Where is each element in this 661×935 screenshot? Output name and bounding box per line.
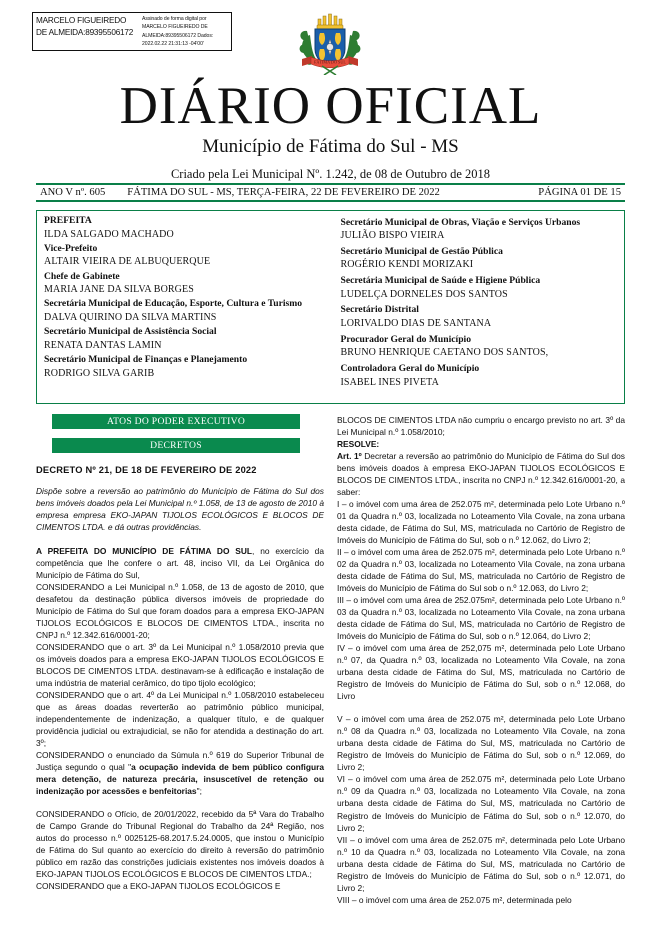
official-role: Chefe de Gabinete bbox=[44, 270, 120, 282]
svg-text:FÁTIMA DO SUL: FÁTIMA DO SUL bbox=[314, 59, 346, 65]
official-role: Secretária Municipal de Saúde e Higiene Pública bbox=[340, 275, 541, 287]
considerando-4-quote: a ocupação indevida de bem público configura mera detenção, de natureza precária, insuscetível de retenção ou indenização por acessões e benfeitorias bbox=[36, 761, 324, 796]
official-role: Secretário Municipal de Assistência Social bbox=[44, 326, 217, 338]
official-role: Procurador Geral do Município bbox=[340, 333, 471, 345]
official-name: BRUNO HENRIQUE CAETANO DOS SANTOS, bbox=[340, 347, 549, 359]
article-1-text: Decretar a reversão ao patrimônio do Município de Fátima do Sul dos bens imóveis doados à empresa EKO-JAPAN TIJOLOS ECOLÓGICOS E BLOCOS DE CIMENTOS LTDA., inscrita no CNPJ n.º 12.342.616/0001-20, a saber: bbox=[337, 451, 625, 498]
coat-of-arms-icon bbox=[296, 9, 364, 75]
property-item: VI – o imóvel com uma área de 252.075 m², determinada pelo Lote Urbano n.º 09 da Quadra n.º 03, localizada no Loteamento Vila Covale, na zona urbana desta cidade de Fátima do Sul, MS, matriculada no Cartório de Registro de Imóveis do Município de Fátima do Sul, sob o n.º 12.070, do Livro 2; bbox=[337, 774, 625, 833]
resolve-label bbox=[337, 438, 625, 450]
issue-place-date: FÁTIMA DO SUL - MS, TERÇA-FEIRA, 22 DE FEVEREIRO DE 2022 bbox=[127, 187, 440, 198]
considerando-1: CONSIDERANDO a Lei Municipal n.º 1.058, de 13 de agosto de 2010, que desafetou da destinação pública diversos imóveis de propriedade do Município de Fátima do Sul que foram doados para a empresa EKO-JAPAN TIJOLOS ECOLÓGICOS E BLOCOS DE CIMENTOS LTDA., inscrita no CNPJ n.º 12.342.616/0001-20; bbox=[36, 581, 324, 640]
decree-preamble bbox=[36, 545, 324, 581]
official-role: Secretária Municipal de Educação, Esporte, Cultura e Turismo bbox=[44, 298, 303, 310]
official-role: Secretário Municipal de Obras, Viação e Serviços Urbanos bbox=[340, 216, 581, 228]
preamble-bold-text: A PREFEITA DO MUNICÍPIO DE FÁTIMA DO SUL bbox=[36, 545, 253, 556]
body-column-left bbox=[36, 414, 324, 892]
property-item: IV – o imóvel com uma área de 252,075 m², determinada pelo Lote Urbano n.º 07, da Quadra n.º 03, localizada no Loteamento Vila Covale, na zona urbana desta cidade de Fátima do Sul, MS, matriculada no Cartório de Registro de Imóveis do Município de Fátima do Sul, sob o n.º 12.068, do Livro bbox=[337, 643, 625, 702]
official-role: Controladora Geral do Município bbox=[340, 362, 480, 374]
official-name: RODRIGO SILVA GARIB bbox=[44, 367, 155, 379]
official-role: Secretário Municipal de Gestão Pública bbox=[340, 245, 503, 257]
signature-name: MARCELO FIGUEIREDO DE ALMEIDA:89395506172 bbox=[36, 16, 134, 37]
official-role: Secretário Distrital bbox=[340, 304, 419, 316]
property-item: V – o imóvel com uma área de 252.075 m², determinada pelo Lote Urbano n.º 08 da Quadra n.º 03, localizada no Loteamento Vila Covale, na zona urbana desta cidade de Fátima do Sul, MS, matriculada no Cartório de Registro de Imóveis do Município de Fátima do Sul, sob o n.º 12.069, do Livro 2; bbox=[337, 714, 625, 773]
official-role: Secretário Municipal de Finanças e Planejamento bbox=[44, 353, 248, 365]
resolve-text: RESOLVE: bbox=[337, 439, 380, 450]
official-name: LORIVALDO DIAS DE SANTANA bbox=[340, 318, 492, 329]
property-item: VII – o imóvel com uma área de 252.075 m², determinada pelo Lote Urbano n.º 10 da Quadra n.º 03, localizada no Loteamento Vila Covale, na zona urbana desta cidade de Fátima do Sul, MS, matriculada no Cartório de Registro de Imóveis do Município de Fátima do Sul, sob o n.º 12.071, do Livro 2; bbox=[337, 834, 625, 893]
issue-page-number: PÁGINA 01 DE 15 bbox=[538, 187, 621, 198]
considerando-4 bbox=[36, 749, 324, 797]
masthead-subtitle: Município de Fátima do Sul - MS bbox=[202, 136, 459, 157]
section-header-decrees: DECRETOS bbox=[52, 438, 300, 453]
considerando-5: CONSIDERANDO o Ofício, de 20/01/2022, recebido da 5ª Vara do Trabalho de Campo Grande do Tribunal Regional do Trabalho da 24ª Região, nos autos do processo n.º 0025125-68.2017.5.24.0005, que instou o Município de Fátima do Sul quanto ao exercício do direito à reversão do patrimônio público em razão das constrições judiciais existentes nos imóveis doados à EKO-JAPAN TIJOLOS ECOLÓGICOS E BLOCOS DE CIMENTOS LTDA.; bbox=[36, 809, 324, 880]
masthead bbox=[0, 77, 661, 182]
issue-bar bbox=[36, 183, 625, 202]
property-item: III – o imóvel com uma área de 252.075m², determinada pelo Lote Urbano n.º 03 da Quadra n.º 03, localizada no Loteamento Vila Covale, na zona urbana desta cidade de Fátima do Sul, MS, matriculada no Cartório de Registro de Imóveis do Município de Fátima do Sul, sob o n.º 12.064, do Livro 2; bbox=[337, 595, 625, 642]
property-item: VIII – o imóvel com uma área de 252.075 m², determinada pelo bbox=[337, 894, 572, 905]
preamble-rest-text: , no exercício da competência que lhe confere o art. 48, inciso VII, da Lei Orgânica do Município de Fátima do Sul, bbox=[36, 545, 324, 580]
official-name: LUDELÇA DORNELES DOS SANTOS bbox=[340, 288, 508, 300]
considerando-6-part2: BLOCOS DE CIMENTOS LTDA não cumpriu o encargo previsto no art. 3º da Lei Municipal n.º 1.058/2010; bbox=[337, 415, 625, 438]
official-name: RENATA DANTAS LAMIN bbox=[44, 339, 162, 351]
property-item: I – o imóvel com uma área de 252.075 m², determinada pelo Lote Urbano n.º 01 da Quadra n.º 03, localizada no Loteamento Vila Covale, na zona urbana desta cidade, de Fátima do Sul, MS, matriculada no Cartório de Registro de Imóveis do Município de Fátima do Sul, sob o n.º 12.062, do Livro 2; bbox=[337, 499, 625, 546]
official-name: ALTAIR VIEIRA DE ALBUQUERQUE bbox=[44, 256, 211, 268]
officials-column-right bbox=[331, 214, 625, 403]
official-name: JULIÃO BISPO VIEIRA bbox=[340, 230, 445, 242]
considerando-2: CONSIDERANDO que o art. 3º da Lei Municipal n.º 1.058/2010 previa que os imóveis doados para a empresa EKO-JAPAN TIJOLOS ECOLÓGICOS E BLOCOS DE CIMENTOS LTDA. destinavam-se à edificação e instalação de uma indústria de material cerâmico, do tipo tijolo ecológico; bbox=[36, 641, 324, 688]
officials-column-left bbox=[37, 214, 331, 403]
body-column-right bbox=[337, 414, 625, 906]
article-1-label: Art. 1º bbox=[337, 451, 362, 462]
issue-year-number: ANO V nº. 605 bbox=[40, 187, 106, 198]
considerando-6-part1: CONSIDERANDO que a EKO-JAPAN TIJOLOS ECOLÓGICOS E bbox=[36, 881, 281, 892]
official-role: PREFEITA bbox=[44, 215, 92, 226]
article-1 bbox=[337, 450, 625, 498]
page-title: DIÁRIO OFICIAL bbox=[119, 77, 542, 135]
digital-signature-box bbox=[32, 12, 232, 51]
decree-ementa: Dispõe sobre a reversão ao patrimônio do Município de Fátima do Sul dos bens imóveis doados pela Lei Municipal n.º 1.058, de 13 de agosto de 2010 à empresa empresa EKO-JAPAN TIJOLOS ECOLÓGICOS E BLOCOS DE CIMENTOS LTDA. e dá outras providências. bbox=[36, 486, 325, 532]
decree-title: DECRETO Nº 21, DE 18 DE FEVEREIRO DE 2022 bbox=[36, 465, 257, 475]
officials-box bbox=[36, 210, 625, 404]
official-role: Vice-Prefeito bbox=[44, 242, 98, 254]
considerando-4-post: "; bbox=[196, 786, 202, 796]
official-name: ROGÉRIO KENDI MORIZAKI bbox=[340, 259, 474, 271]
considerando-4-pre: CONSIDERANDO o enunciado da Súmula n.º 619 do Superior Tribunal de Justiça segundo o qual " bbox=[36, 749, 324, 772]
property-item: II – o imóvel com uma área de 252.075 m², determinada pelo Lote Urbano n.º 02 da Quadra n.º 03, localizada no Loteamento Vila Covale, na zona urbana desta cidade de Fátima do Sul, MS, matriculada no Cartório de Registro de Imóveis do Município de Fátima do Sul sob o n.º 12.063, do Livro 2; bbox=[337, 547, 625, 594]
official-name: MARIA JANE DA SILVA BORGES bbox=[44, 284, 194, 296]
official-name: ISABEL INES PIVETA bbox=[340, 376, 439, 388]
official-name: ILDA SALGADO MACHADO bbox=[44, 228, 174, 240]
signature-details: Assinado de forma digital por MARCELO FIGUEIREDO DE ALMEIDA:89395506172 Dados: 2022.02.22 21:31:13 -04'00' bbox=[142, 16, 214, 47]
official-name: DALVA QUIRINO DA SILVA MARTINS bbox=[44, 312, 217, 323]
masthead-law-line: Criado pela Lei Municipal Nº. 1.242, de 08 de Outubro de 2018 bbox=[170, 166, 491, 181]
considerando-3: CONSIDERANDO que o art. 4º da Lei Municipal n.º 1.058/2010 estabeleceu que as áreas doadas reverterão ao patrimônio público municipal, independentemente de indenização, a qualquer título, e de qualquer providência judicial ou extrajudicial, se não for atendida a destinação do art. 3º; bbox=[36, 689, 324, 748]
section-header-executive: ATOS DO PODER EXECUTIVO bbox=[52, 414, 300, 429]
